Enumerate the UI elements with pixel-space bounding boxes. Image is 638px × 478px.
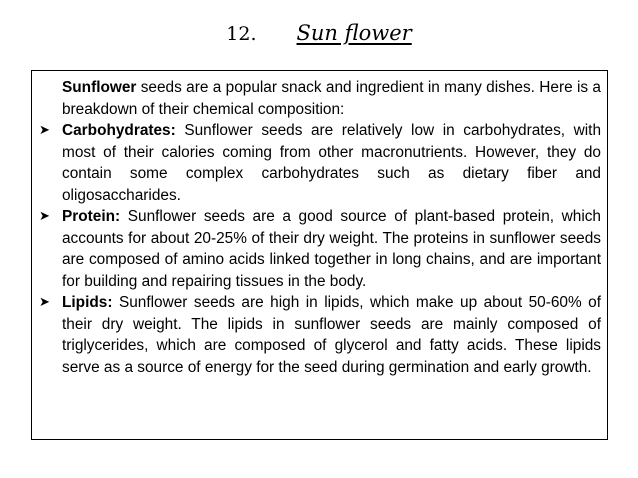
bullet-heading: Carbohydrates: (62, 122, 176, 139)
bullet-heading: Lipids: (62, 294, 113, 311)
bullet-text: Sunflower seeds are high in lipids, which make up about 50-60% of their dry weight. The lipids in sunflower seeds are mainly composed of triglycerides, which are composed of glycerol and fatty acids. These lipids serve as a source of energy for the seed during germination and early growth. (62, 294, 601, 376)
slide-number: 12. (226, 23, 257, 45)
slide-title (0, 18, 638, 49)
bullet-lipids (39, 292, 601, 378)
bullet-protein (39, 206, 601, 292)
slide-title-text: Sun flower (296, 21, 412, 45)
arrow-bullet-icon: ➤ (39, 209, 50, 224)
content-box (31, 70, 608, 440)
bullet-carbohydrates (39, 120, 601, 206)
bullet-text: Sunflower seeds are relatively low in carbohydrates, with most of their calories coming from other macronutrients. However, they do contain some complex carbohydrates such as dietary fiber and oligosaccharides. (62, 122, 601, 204)
intro-lead: Sunflower (62, 79, 137, 96)
intro-paragraph (39, 77, 601, 120)
intro-text: seeds are a popular snack and ingredient in many dishes. Here is a breakdown of their chemical composition: (62, 79, 601, 118)
bullet-text: Sunflower seeds are a good source of plant-based protein, which accounts for about 20-25% of their dry weight. The proteins in sunflower seeds are composed of amino acids linked together in long chains, and are important for building and repairing tissues in the body. (62, 208, 601, 290)
arrow-bullet-icon: ➤ (39, 123, 50, 138)
arrow-bullet-icon: ➤ (39, 295, 50, 310)
bullet-heading: Protein: (62, 208, 121, 225)
